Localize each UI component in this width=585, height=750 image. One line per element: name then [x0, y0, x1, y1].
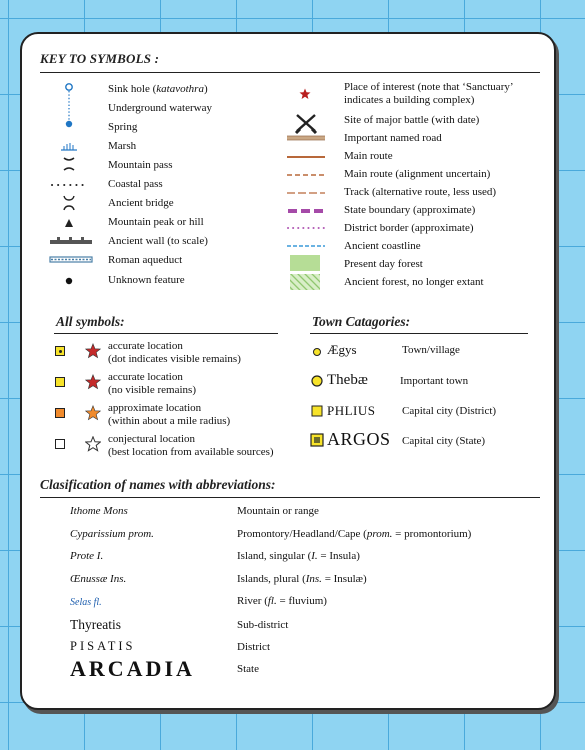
symbol-district-border-label: District border (approximate)	[344, 222, 474, 234]
roman-aqueduct-icon	[49, 256, 93, 264]
legend-card: KEY TO SYMBOLS : Sink hole (katavothra) Underground waterway Spring Marsh Mountain pass Coastal pass Ancient bridge Mountain peak or hill Ancient wall (to scale) Roman aqueduct Unknown feature Place of interest (note that ‘Sanctuary’ indicates a building complex) Site of major battle (with date) Important named road Main route Main route (alignment uncertain) Track (alternative route, less used) State boundary (approximate) District border (approximate) Ancient coastline Present day forest Ancient forest, no longer extant All symbols: accurate location (dot indicates visible remains) accurate location (no visible remains) approximate location (within about a mile radius) conjectural location (best location from available sources) Town Catagories: Ægys Town/village Thebæ Important town PHLIUS Capital city (District) ARGOS Capital city (State) Clasification of names with abbreviations: Ithome Mons Mountain or range Cyparissium prom. Promontory/Headland/Cape (prom. = promontorium) Prote I. Island, singular (I. = Insula) Œnussæ Ins. Islands, plural (Ins. = Insulæ) Selas fl. River (fl. = fluvium) Thyreatis Sub-district PISATIS District ARCADIA State	[20, 32, 556, 710]
town-categories-rule	[310, 333, 528, 334]
location-star-icon	[85, 343, 101, 359]
main-route-uncertain-icon	[286, 173, 326, 177]
all-symbols-rule	[54, 333, 278, 334]
ancient-bridge-icon	[62, 194, 76, 212]
symbol-main-route-uncertain-label: Main route (alignment uncertain)	[344, 168, 491, 180]
classification-rule	[40, 497, 540, 498]
battle-site-icon	[294, 112, 318, 134]
location-square-icon	[55, 346, 65, 356]
symbol-underground-waterway-label: Underground waterway	[108, 102, 212, 114]
symbol-ancient-wall-label: Ancient wall (to scale)	[108, 235, 208, 247]
location-square-icon	[55, 439, 65, 449]
symbol-battle-site-label: Site of major battle (with date)	[344, 114, 480, 126]
main-route-icon	[286, 155, 326, 159]
state-capital-icon	[310, 433, 324, 447]
symbol-place-of-interest-label: Place of interest (note that ‘Sanctuary’ indicates a building complex)	[344, 81, 514, 106]
symbol-mountain-peak-label: Mountain peak or hill	[108, 216, 204, 228]
location-type-label: accurate location (dot indicates visible remains)	[108, 340, 241, 365]
symbol-named-road-label: Important named road	[344, 132, 442, 144]
location-star-icon	[85, 436, 101, 452]
track-icon	[286, 191, 326, 195]
symbol-ancient-forest-label: Ancient forest, no longer extant	[344, 276, 484, 288]
symbol-state-boundary-label: State boundary (approximate)	[344, 204, 476, 216]
mountain-peak-icon	[64, 218, 74, 228]
location-type-label: conjectural location (best location from available sources)	[108, 433, 274, 458]
symbol-present-forest-label: Present day forest	[344, 258, 423, 270]
present-forest-icon	[290, 255, 320, 271]
symbol-ancient-bridge-label: Ancient bridge	[108, 197, 174, 209]
place-of-interest-icon	[299, 88, 311, 100]
location-square-icon	[55, 377, 65, 387]
location-type-label: accurate location (no visible remains)	[108, 371, 196, 396]
symbol-marsh-label: Marsh	[108, 140, 137, 152]
visible-remains-dot-icon	[59, 350, 62, 353]
location-star-icon	[85, 405, 101, 421]
symbol-mountain-pass-label: Mountain pass	[108, 159, 173, 171]
symbol-track-label: Track (alternative route, less used)	[344, 186, 497, 198]
key-title-rule	[40, 72, 540, 73]
unknown-feature-icon	[65, 277, 73, 285]
town-village-icon	[312, 347, 322, 357]
coastal-pass-icon	[50, 182, 90, 188]
mountain-pass-icon	[62, 156, 76, 172]
marsh-icon	[60, 141, 78, 153]
symbol-ancient-coastline-label: Ancient coastline	[344, 240, 421, 252]
classification-title: Clasification of names with abbreviations:	[40, 477, 276, 492]
location-square-icon	[55, 408, 65, 418]
location-star-icon	[85, 374, 101, 390]
state-boundary-icon	[286, 208, 326, 214]
sink-hole-icon	[62, 82, 76, 128]
ancient-wall-icon	[49, 235, 93, 245]
district-capital-icon	[311, 405, 323, 417]
town-categories-title: Town Catagories:	[312, 314, 411, 329]
symbol-main-route-label: Main route	[344, 150, 393, 162]
symbol-unknown-feature-label: Unknown feature	[108, 274, 185, 286]
ancient-coastline-icon	[286, 244, 326, 248]
all-symbols-title: All symbols:	[56, 314, 125, 329]
ancient-forest-icon	[290, 274, 320, 290]
symbol-roman-aqueduct-label: Roman aqueduct	[108, 254, 183, 266]
important-town-icon	[310, 374, 324, 388]
symbol-spring-label: Spring	[108, 121, 138, 133]
symbol-coastal-pass-label: Coastal pass	[108, 178, 163, 190]
named-road-icon	[286, 135, 326, 141]
location-type-label: approximate location (within about a mile radius)	[108, 402, 231, 427]
key-title: KEY TO SYMBOLS :	[40, 51, 160, 66]
district-border-icon	[286, 226, 326, 230]
